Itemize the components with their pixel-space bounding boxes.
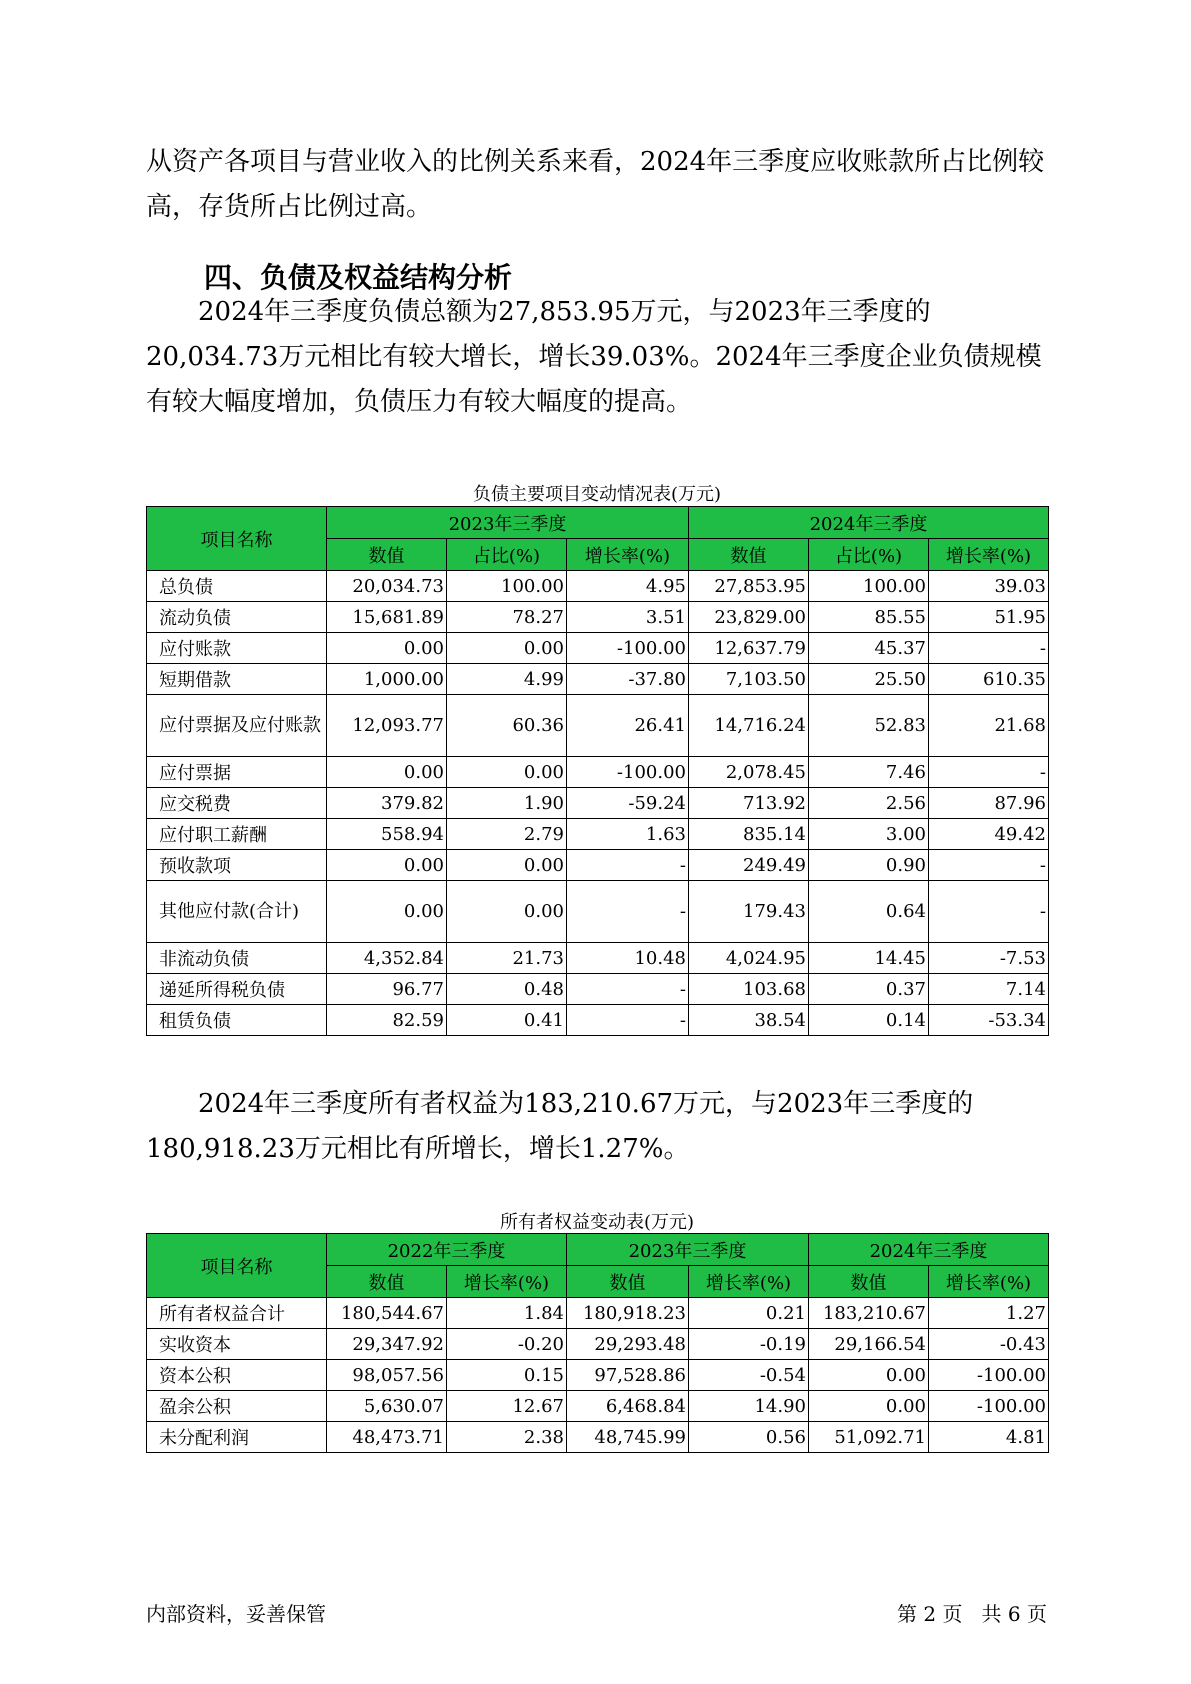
table-cell: 0.41 [447,1005,567,1036]
liability-sub-header: 数值 [689,539,809,571]
section-heading: 四、负债及权益结构分析 [204,261,513,294]
table-cell: 48,473.71 [327,1422,447,1453]
table-cell: 4.95 [567,571,689,602]
table-cell: 0.00 [447,757,567,788]
table-cell: 4,024.95 [689,943,809,974]
table-cell: - [929,881,1049,943]
liability-period-header: 2024年三季度 [689,507,1049,539]
table-cell: 0.64 [809,881,929,943]
row-label: 总负债 [147,571,327,602]
table-cell: -0.19 [689,1329,809,1360]
table-cell: 2.79 [447,819,567,850]
table-cell: 29,347.92 [327,1329,447,1360]
table-cell: 6,468.84 [567,1391,689,1422]
table-row [147,881,1049,943]
table-cell: 87.96 [929,788,1049,819]
equity-sub-header: 数值 [327,1266,447,1298]
equity-sub-header: 增长率(%) [689,1266,809,1298]
liability-table [146,506,1049,1036]
table-cell: 0.00 [327,881,447,943]
liability-period-header: 2023年三季度 [327,507,689,539]
table-cell: 1.27 [929,1298,1049,1329]
liability-table-body [147,571,1049,1036]
table-cell: 21.73 [447,943,567,974]
liability-sub-header: 占比(%) [447,539,567,571]
table-cell: 14.90 [689,1391,809,1422]
table-cell: 2.38 [447,1422,567,1453]
table-row [147,1422,1049,1453]
table-cell: 0.37 [809,974,929,1005]
equity-period-header: 2023年三季度 [567,1234,809,1266]
row-label: 递延所得税负债 [147,974,327,1005]
table-cell: 0.14 [809,1005,929,1036]
liability-sub-header: 增长率(%) [929,539,1049,571]
table-cell: 27,853.95 [689,571,809,602]
table-cell: 713.92 [689,788,809,819]
table-cell: -53.34 [929,1005,1049,1036]
table-cell: 1,000.00 [327,664,447,695]
intro-paragraph: 从资产各项目与营业收入的比例关系来看，2024年三季度应收账款所占比例较高，存货所占比例过高。 [146,147,1045,222]
row-label: 未分配利润 [147,1422,327,1453]
table-cell: 0.15 [447,1360,567,1391]
table-cell: 1.84 [447,1298,567,1329]
table-cell: - [567,1005,689,1036]
table-cell: 12,637.79 [689,633,809,664]
equity-paragraph: 2024年三季度所有者权益为183,210.67万元，与2023年三季度的180,918.23万元相比有所增长，增长1.27%。 [146,1089,974,1164]
table-cell: 7.46 [809,757,929,788]
table-cell: 100.00 [809,571,929,602]
table-row [147,819,1049,850]
table-cell: 610.35 [929,664,1049,695]
table-cell: -0.20 [447,1329,567,1360]
table-cell: 2.56 [809,788,929,819]
table-cell: 3.00 [809,819,929,850]
table-cell: 4.81 [929,1422,1049,1453]
table-row [147,571,1049,602]
table-cell: - [929,633,1049,664]
table-row [147,757,1049,788]
table-cell: 52.83 [809,695,929,757]
equity-sub-header: 增长率(%) [929,1266,1049,1298]
equity-name-header: 项目名称 [147,1234,327,1298]
table-cell: 100.00 [447,571,567,602]
equity-table [146,1233,1049,1453]
table-row [147,695,1049,757]
row-label: 应付票据 [147,757,327,788]
page-number: 第 2 页 共 6 页 [897,1602,1047,1626]
equity-period-header: 2022年三季度 [327,1234,567,1266]
table-cell: 15,681.89 [327,602,447,633]
table-cell: 26.41 [567,695,689,757]
table-cell: 20,034.73 [327,571,447,602]
equity-period-header: 2024年三季度 [809,1234,1049,1266]
table-cell: 1.90 [447,788,567,819]
table-cell: 0.00 [327,850,447,881]
table-cell: - [929,850,1049,881]
table-cell: 0.00 [809,1360,929,1391]
table-row [147,633,1049,664]
table-row [147,1298,1049,1329]
equity-table-caption: 所有者权益变动表(万元) [499,1212,695,1233]
table-cell: - [567,881,689,943]
liability-sub-header: 数值 [327,539,447,571]
table-cell: -59.24 [567,788,689,819]
table-cell: 0.00 [447,881,567,943]
table-cell: -100.00 [929,1391,1049,1422]
footer-note: 内部资料，妥善保管 [146,1602,326,1626]
table-cell: 4,352.84 [327,943,447,974]
table-row [147,1391,1049,1422]
table-row [147,664,1049,695]
table-cell: 51.95 [929,602,1049,633]
table-cell: 0.21 [689,1298,809,1329]
table-cell: -100.00 [567,633,689,664]
table-cell: 10.48 [567,943,689,974]
table-cell: 0.00 [809,1391,929,1422]
table-cell: 48,745.99 [567,1422,689,1453]
table-row [147,602,1049,633]
equity-sub-header: 增长率(%) [447,1266,567,1298]
row-label: 所有者权益合计 [147,1298,327,1329]
equity-table-body [147,1298,1049,1453]
table-cell: 49.42 [929,819,1049,850]
table-cell: 85.55 [809,602,929,633]
table-cell: 0.48 [447,974,567,1005]
table-cell: - [929,757,1049,788]
row-label: 盈余公积 [147,1391,327,1422]
table-cell: -100.00 [567,757,689,788]
row-label: 应交税费 [147,788,327,819]
liability-table-caption: 负债主要项目变动情况表(万元) [472,484,722,505]
table-cell: 97,528.86 [567,1360,689,1391]
table-cell: 29,293.48 [567,1329,689,1360]
table-cell: - [567,974,689,1005]
table-cell: - [567,850,689,881]
table-cell: 0.56 [689,1422,809,1453]
table-cell: 558.94 [327,819,447,850]
table-cell: 180,544.67 [327,1298,447,1329]
table-cell: 5,630.07 [327,1391,447,1422]
table-cell: 7.14 [929,974,1049,1005]
liability-sub-header: 占比(%) [809,539,929,571]
table-cell: 0.00 [327,757,447,788]
table-cell: 0.90 [809,850,929,881]
table-cell: 0.00 [327,633,447,664]
table-cell: 21.68 [929,695,1049,757]
table-cell: -0.43 [929,1329,1049,1360]
row-label: 其他应付款(合计) [147,881,327,943]
table-cell: 45.37 [809,633,929,664]
table-cell: 98,057.56 [327,1360,447,1391]
table-cell: 249.49 [689,850,809,881]
table-row [147,974,1049,1005]
table-cell: 23,829.00 [689,602,809,633]
equity-sub-header: 数值 [809,1266,929,1298]
row-label: 实收资本 [147,1329,327,1360]
equity-sub-header: 数值 [567,1266,689,1298]
table-cell: 183,210.67 [809,1298,929,1329]
row-label: 应付账款 [147,633,327,664]
row-label: 应付票据及应付账款 [147,695,327,757]
table-cell: 7,103.50 [689,664,809,695]
table-cell: 4.99 [447,664,567,695]
table-cell: -7.53 [929,943,1049,974]
row-label: 租赁负债 [147,1005,327,1036]
table-row [147,943,1049,974]
table-cell: 835.14 [689,819,809,850]
table-cell: 51,092.71 [809,1422,929,1453]
table-cell: 0.00 [447,850,567,881]
table-cell: 103.68 [689,974,809,1005]
table-cell: -0.54 [689,1360,809,1391]
liability-sub-header: 增长率(%) [567,539,689,571]
table-row [147,850,1049,881]
table-cell: 179.43 [689,881,809,943]
table-cell: 60.36 [447,695,567,757]
table-cell: 82.59 [327,1005,447,1036]
row-label: 资本公积 [147,1360,327,1391]
table-cell: 3.51 [567,602,689,633]
table-cell: 25.50 [809,664,929,695]
row-label: 应付职工薪酬 [147,819,327,850]
table-cell: 379.82 [327,788,447,819]
table-cell: 39.03 [929,571,1049,602]
row-label: 短期借款 [147,664,327,695]
table-cell: 12.67 [447,1391,567,1422]
table-cell: -37.80 [567,664,689,695]
table-cell: 96.77 [327,974,447,1005]
table-cell: 180,918.23 [567,1298,689,1329]
liability-paragraph: 2024年三季度负债总额为27,853.95万元，与2023年三季度的20,034.73万元相比有较大增长，增长39.03%。2024年三季度企业负债规模有较大幅度增加，负债压力有较大幅度的提高。 [146,297,1042,417]
table-row [147,1360,1049,1391]
row-label: 非流动负债 [147,943,327,974]
table-cell: 1.63 [567,819,689,850]
table-cell: 78.27 [447,602,567,633]
table-cell: 14,716.24 [689,695,809,757]
table-row [147,1005,1049,1036]
table-cell: 14.45 [809,943,929,974]
table-cell: -100.00 [929,1360,1049,1391]
table-row [147,1329,1049,1360]
table-cell: 29,166.54 [809,1329,929,1360]
table-cell: 12,093.77 [327,695,447,757]
liability-name-header: 项目名称 [147,507,327,571]
table-cell: 2,078.45 [689,757,809,788]
table-cell: 38.54 [689,1005,809,1036]
table-cell: 0.00 [447,633,567,664]
table-row [147,788,1049,819]
row-label: 流动负债 [147,602,327,633]
row-label: 预收款项 [147,850,327,881]
